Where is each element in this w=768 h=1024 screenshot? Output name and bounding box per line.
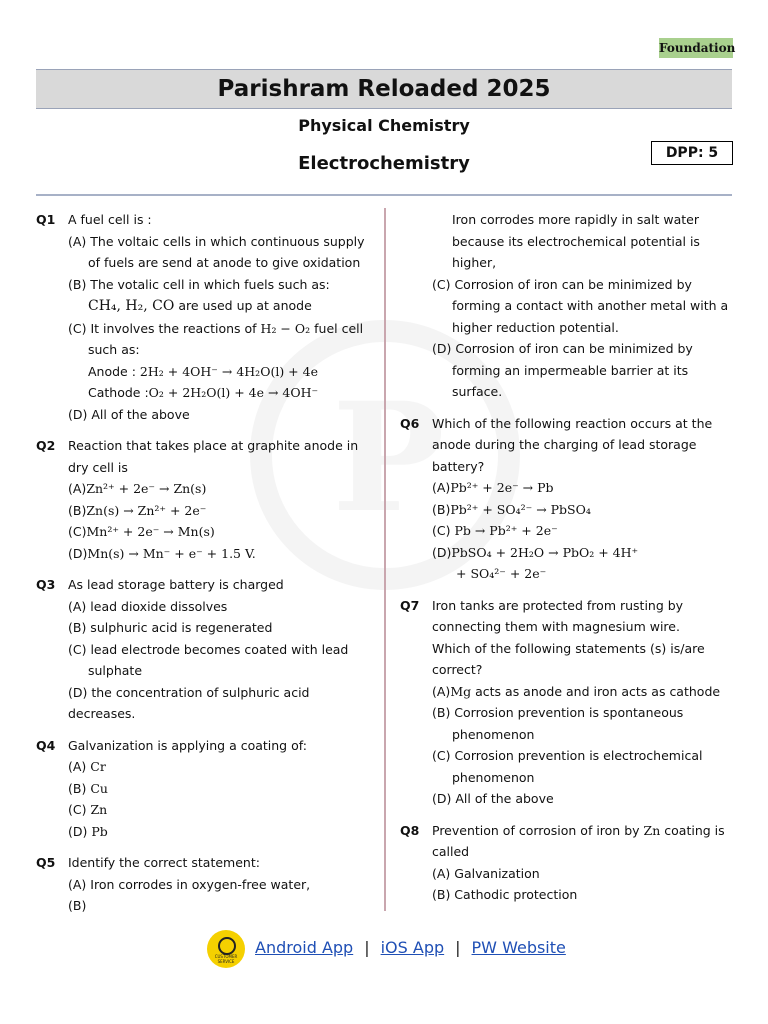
page-title: Parishram Reloaded 2025 xyxy=(36,69,732,109)
option-a-text: acts as anode and iron acts as cathode xyxy=(475,683,721,699)
anode-equation xyxy=(68,361,376,383)
option-b: (B) sulphuric acid is regenerated xyxy=(68,620,273,635)
question-2 xyxy=(36,435,376,564)
formula: Mn(s) → Mn⁻ + e⁻ + 1.5 V. xyxy=(87,545,256,561)
option-c-cont: higher reduction potential. xyxy=(452,319,619,335)
option-label: (A) xyxy=(68,481,87,496)
formula: Pb²⁺ + SO₄²⁻ → PbSO₄ xyxy=(450,501,591,517)
question-5-options xyxy=(400,274,735,403)
question-stem: As lead storage battery is charged xyxy=(68,577,284,592)
option-a-cont: of fuels are send at anode to give oxidation xyxy=(88,255,361,270)
question-stem: Galvanization is applying a coating of: xyxy=(68,737,307,753)
option-label: (C) xyxy=(432,523,451,538)
option-label: (D) xyxy=(68,545,88,561)
question-5 xyxy=(36,852,376,917)
question-number: Q6 xyxy=(400,415,420,431)
option-a: (A) lead dioxide dissolves xyxy=(68,598,228,614)
option-label: (A) xyxy=(68,759,87,774)
option-c xyxy=(68,521,376,543)
option-label: (A) xyxy=(432,683,451,699)
option-d: (D) All of the above xyxy=(432,791,554,806)
option-d: (D) All of the above xyxy=(68,406,190,422)
question-7 xyxy=(400,595,735,810)
option-label: (D) xyxy=(68,823,88,839)
formula: Zn xyxy=(643,822,661,838)
question-3 xyxy=(36,574,376,725)
formula: H₂ − O₂ xyxy=(260,320,311,336)
header-rule xyxy=(36,194,732,196)
option-b xyxy=(432,499,735,521)
option-c-cont: phenomenon xyxy=(452,769,535,785)
anode-label: Anode : xyxy=(88,363,136,379)
formula: Mn²⁺ + 2e⁻ → Mn(s) xyxy=(86,524,215,539)
question-1 xyxy=(36,209,376,425)
option-a xyxy=(432,681,735,703)
column-divider xyxy=(384,208,386,911)
option-label: (B) xyxy=(432,501,451,517)
option-label: (A) xyxy=(432,480,451,495)
option-b-text: are used up at anode xyxy=(178,298,312,313)
question-number: Q3 xyxy=(36,577,56,592)
option-b xyxy=(68,500,376,522)
formula: Cr xyxy=(90,759,106,774)
formula: Pb xyxy=(91,823,108,839)
android-app-link[interactable]: Android App xyxy=(255,938,354,957)
option-c: (C) Corrosion of iron can be minimized by xyxy=(432,276,692,292)
separator: | xyxy=(455,938,461,957)
formula: 2H₂ + 4OH⁻ → 4H₂O(l) + 4e xyxy=(139,363,318,379)
formula: Zn²⁺ + 2e⁻ → Zn(s) xyxy=(86,481,207,496)
option-a xyxy=(68,756,376,778)
option-b: (B) Corrosion prevention is spontaneous xyxy=(432,705,684,720)
dpp-box: DPP: 5 xyxy=(651,141,733,165)
question-number: Q4 xyxy=(36,737,56,753)
option-b-cont: Iron corrodes more rapidly in salt water xyxy=(452,212,699,227)
option-d-cont: + SO₄²⁻ + 2e⁻ xyxy=(456,566,547,581)
question-stem-cont: connecting them with magnesium wire. xyxy=(432,619,680,634)
option-b: (B) The votalic cell in which fuels such as: xyxy=(68,276,330,292)
question-6 xyxy=(400,413,735,585)
formula: Pb²⁺ + 2e⁻ → Pb xyxy=(450,480,554,495)
formula: CH₄, H₂, CO xyxy=(88,298,175,314)
option-b-cont: higher, xyxy=(452,255,497,270)
option-c-tail: fuel cell xyxy=(314,320,364,336)
level-badge: Foundation xyxy=(659,38,733,58)
option-d: (D) Corrosion of iron can be minimized by xyxy=(432,341,693,356)
option-b-cont: because its electrochemical potential is xyxy=(452,233,700,249)
logo-text: CUSTOMER SERVICE xyxy=(214,954,238,964)
option-b: (B) xyxy=(68,898,87,913)
subject-title: Physical Chemistry xyxy=(298,116,470,135)
option-c xyxy=(68,799,376,821)
option-c-text: (C) It involves the reactions of xyxy=(68,320,257,336)
formula: PbSO₄ + 2H₂O → PbO₂ + 4H⁺ xyxy=(451,544,639,560)
question-stem: Identify the correct statement: xyxy=(68,855,260,870)
formula: Zn(s) → Zn²⁺ + 2e⁻ xyxy=(86,502,207,518)
customer-service-logo xyxy=(207,930,245,968)
question-number: Q7 xyxy=(400,597,420,613)
option-label: (B) xyxy=(68,780,87,796)
option-label: (C) xyxy=(68,524,87,539)
option-a: (A) Iron corrodes in oxygen-free water, xyxy=(68,876,311,892)
question-number: Q1 xyxy=(36,212,56,227)
ios-app-link[interactable]: iOS App xyxy=(380,938,445,957)
footer xyxy=(0,930,768,970)
question-stem: Which of the following reaction occurs at the xyxy=(432,415,713,431)
option-label: (C) xyxy=(68,802,87,817)
option-b-cont xyxy=(68,295,376,318)
question-number: Q2 xyxy=(36,438,56,453)
question-5-continued xyxy=(400,209,735,274)
option-c xyxy=(68,318,376,340)
stem-text: Prevention of corrosion of iron by xyxy=(432,822,640,838)
question-stem: A fuel cell is : xyxy=(68,212,152,227)
formula: Mg xyxy=(450,683,472,699)
question-number: Q8 xyxy=(400,822,420,838)
option-a xyxy=(432,477,735,499)
formula: Pb → Pb²⁺ + 2e⁻ xyxy=(454,523,558,538)
question-stem-cont: anode during the charging of lead storage xyxy=(432,437,697,452)
question-stem-cont: correct? xyxy=(432,662,483,677)
option-d xyxy=(432,542,735,564)
option-b-cont: phenomenon xyxy=(452,726,535,742)
formula: Zn xyxy=(90,802,108,817)
question-stem-cont: battery? xyxy=(432,458,485,474)
option-c-cont: forming a contact with another metal with a xyxy=(452,298,729,313)
separator: | xyxy=(364,938,370,957)
question-stem-cont: dry cell is xyxy=(68,459,128,475)
question-stem: Reaction that takes place at graphite anode in xyxy=(68,438,359,453)
stem-text: coating is xyxy=(664,822,725,838)
option-c-cont: sulphate xyxy=(88,663,143,678)
footer-links xyxy=(255,938,566,957)
question-4 xyxy=(36,735,376,843)
question-number: Q5 xyxy=(36,855,56,870)
option-label: (D) xyxy=(432,544,452,560)
formula: O₂ + 2H₂O(l) + 4e → 4OH⁻ xyxy=(148,385,319,400)
option-a xyxy=(68,478,376,500)
formula: Cu xyxy=(90,780,108,796)
option-c: (C) Corrosion prevention is electrochemical xyxy=(432,748,703,763)
option-c-cont: such as: xyxy=(88,342,140,357)
headset-icon xyxy=(218,937,236,955)
option-d xyxy=(68,543,376,565)
option-d xyxy=(68,821,376,843)
question-8 xyxy=(400,820,735,906)
question-stem-cont: called xyxy=(432,844,470,859)
option-d-cont: forming an impermeable barrier at its surface. xyxy=(452,362,689,399)
right-column xyxy=(400,209,735,916)
option-c: (C) lead electrode becomes coated with lead xyxy=(68,641,349,657)
option-a: (A) Galvanization xyxy=(432,865,540,881)
option-c xyxy=(432,520,735,542)
option-d: (D) the concentration of sulphuric acid decreases. xyxy=(68,684,310,721)
pw-website-link[interactable]: PW Website xyxy=(471,938,566,957)
question-stem: Iron tanks are protected from rusting by xyxy=(432,597,684,613)
question-stem-cont: Which of the following statements (s) is/are xyxy=(432,640,705,656)
cathode-label: Cathode : xyxy=(88,385,149,400)
chapter-title: Electrochemistry xyxy=(298,153,470,174)
cathode-equation xyxy=(68,382,376,404)
option-label: (B) xyxy=(68,502,87,518)
option-b: (B) Cathodic protection xyxy=(432,887,578,902)
option-b xyxy=(68,778,376,800)
option-a: (A) The voltaic cells in which continuous supply xyxy=(68,233,365,249)
left-column xyxy=(36,209,376,927)
question-stem xyxy=(432,820,735,842)
